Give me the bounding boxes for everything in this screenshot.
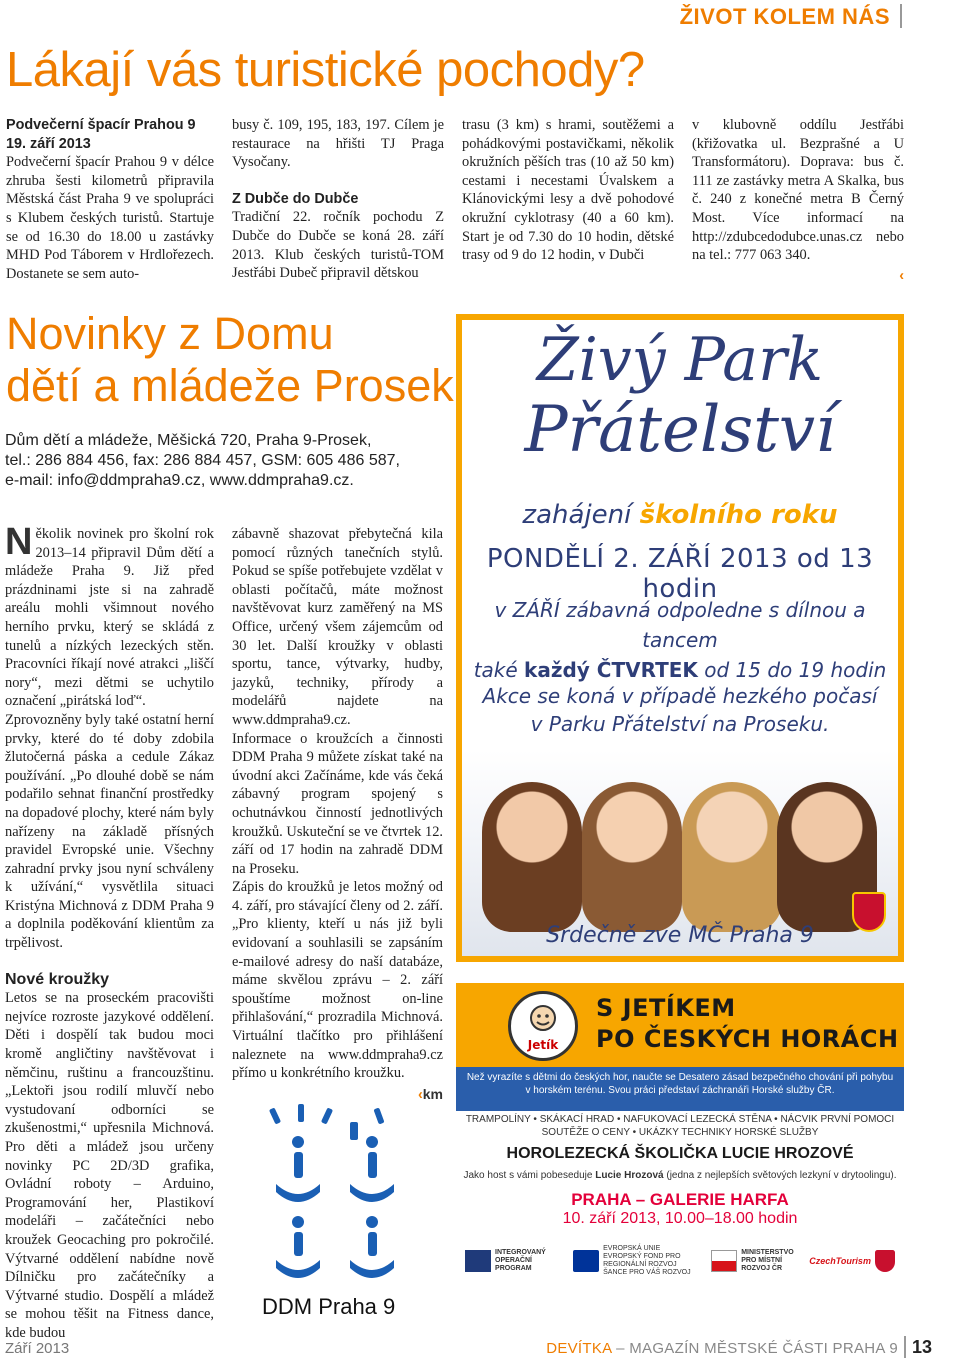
sponsor-logo: EVROPSKÁ UNIE EVROPSKÝ FOND PRO REGIONÁLNÍ ROZVOJ ŠANCE PRO VÁŠ ROZVOJ — [573, 1248, 693, 1274]
ad-school-title: HOROLEZECKÁ ŠKOLIČKA LUCIE HROZOVÉ — [506, 1145, 854, 1162]
article1-paragraph: Podvečerní špacír Prahou 9 v délce zhruba šesti kilometrů připravila Městská část Praha 9 ve spolupráci s Klubem českých turistů. Startuje se od 16.30 do 18.00 u zastávky MHD Pod Táborem v Hrdlořezech. Dostanete se sem auto- — [6, 154, 214, 282]
article1-column-3 — [462, 116, 674, 265]
advertisement-jetik — [456, 983, 904, 1285]
article1-column-2 — [232, 116, 444, 283]
article2-headline — [6, 308, 454, 412]
footer-magazine: DEVÍTKA – MAGAZÍN MĚSTSKÉ ČÁSTI PRAHA 9 — [546, 1340, 898, 1357]
ad-title: S JETÍKEM PO ČESKÝCH HORÁCH — [596, 994, 899, 1053]
ad-info-strip: Než vyrazíte s dětmi do českých hor, naučte se Desatero zásad bezpečného chování při pohybu v horském terénu. Svou práci představí záchranáři Horské služby ČR. — [456, 1067, 904, 1111]
author-signature: km — [422, 1085, 443, 1102]
sponsor-logo: MINISTERSTVO PRO MÍSTNÍ ROZVOJ ČR — [711, 1248, 791, 1274]
footer-date: Září 2013 — [5, 1340, 70, 1357]
child-figure — [682, 782, 782, 932]
contact-block — [5, 431, 435, 491]
article1-column-4 — [692, 116, 904, 285]
ministry-logo-icon — [711, 1250, 737, 1272]
article1-date: 19. září 2013 — [6, 135, 91, 152]
ad-banner — [456, 983, 904, 1067]
ddm-logo-icon — [258, 1104, 428, 1324]
article1-paragraph: trasu (3 km) s hrami, soutěžemi a pohádkovými postavičkami, několik okružních pěších tras (10 až 50 km) cestami i necestami Úvalskem a Klánovickými lesy a dvě pohodové okružní cyklotrasy (40 a 60 km). Start je od 7.30 do 10 hodin, dětské trasy od 9 do 12 hodin, v Dubči — [462, 117, 674, 264]
child-figure — [582, 782, 682, 932]
article2-paragraph: Letos se na proseckém pracovišti nejvíce rozroste jazykové oddělení. Děti i dospělí tak budou moci kromě angličtiny navštěvovat i němčinu, ruštinu a francouzštinu. „Lektoři jsou rodilí mluvčí nebo vystudovaní odborníci se zkušenostmi,“ upřesnila Michnová. Pro děti a mládež jsou určeny novinky PC 2D/3D grafika, Ovládní roboty – Arduino, Programování her, Plastikoví modeláři – začátečníci nebo kroužek Geocaching pro pokročilé. Výtvarné oddělení nabídne nově Dílničku pro začátečníky a Výtvarné studio. Dospělí a mládež se mohou těšit na Fitness dance, kde budou — [5, 990, 214, 1341]
ad-subtitle: zahájení školního roku — [522, 500, 838, 530]
article-headline: Lákají vás turistické pochody? — [6, 43, 645, 97]
article1-column-1 — [6, 116, 214, 283]
ad-details: v ZÁŘÍ zábavná odpoledne s dílnou a tancem také každý ČTVRTEK od 15 do 19 hodin — [473, 598, 887, 682]
article1-paragraph: busy č. 109, 195, 183, 197. Cílem je restaurace na hřišti TJ Praga Vysočany. — [232, 117, 444, 171]
article1-paragraph: Tradiční 22. ročník pochodu Z Dubče do Dubče se koná 28. září 2013. Klub českých turistů-TOM Jestřábi Dubeč připravil dětskou — [232, 209, 444, 282]
contact-address: Dům dětí a mládeže, Měšická 720, Praha 9-Prosek, — [5, 432, 372, 449]
ad-date: PONDĚLÍ 2. ZÁŘÍ 2013 od 13 hodin — [486, 544, 874, 604]
article1-paragraph: v klubovně oddílu Jestřábi (křižovatka ul. Bezprašné a U Transformátoru). Doprava: bus č. 111 ze zastávky metra A Skalka, bus č. 240 z konečné metra B Černý Most. Více informací na http://zdubcedodubce.unas.cz nebo na tel.: 777 063 340. — [692, 117, 904, 264]
ad-host: Jako host s vámi pobeseduje Lucie Hrozová (jedna z nejlepších světových lezkyní v drytoolingu). — [463, 1170, 897, 1181]
ad-activities: TRAMPOLÍNY • SKÁKACÍ HRAD • NAFUKOVACÍ LEZECKÁ STĚNA • NÁCVIK PRVNÍ POMOCI SOUTĚŽE O CENY • UKÁZKY TECHNIKY HORSKÉ SLUŽBY — [465, 1114, 895, 1138]
headline-line: Novinky z Domu — [6, 308, 334, 359]
section-label: ŽIVOT KOLEM NÁS — [679, 4, 890, 29]
magazine-brand: DEVÍTKA — [546, 1340, 612, 1357]
end-mark: ‹ — [417, 1086, 423, 1103]
iop-logo-icon — [465, 1250, 491, 1272]
contact-email: e-mail: info@ddmpraha9.cz, www.ddmpraha9.cz. — [5, 472, 354, 489]
advertisement-zivy-park — [456, 314, 904, 962]
article2-paragraph: Několik novinek pro školní rok 2013–14 připravil Dům dětí a mládeže Praha 9. Již před prázdninami jste si na zahradě areálu mohli všimnout nového herního prvku, který se skládá z tunelů a nízkých lezeckých stěn. Pracovníci říkají nové atrakci „liščí nory“, mezi dětmi se uchytilo označení „pirátská loď“. — [5, 521, 214, 710]
sponsor-logo: CzechTourism — [809, 1248, 895, 1274]
article2-column-1 — [5, 521, 214, 1343]
article2-column-2 — [232, 525, 443, 1104]
child-figure — [482, 782, 582, 932]
ddm-logo-text: DDM Praha 9 — [262, 1294, 396, 1319]
ad-date: 10. září 2013, 10.00–18.00 hodin — [562, 1210, 798, 1227]
eu-flag-icon — [573, 1250, 599, 1272]
headline-line: dětí a mládeže Prosek — [6, 360, 454, 411]
section-divider — [900, 4, 902, 28]
ad-footer: Srdečně zve MČ Praha 9 — [546, 923, 814, 948]
article1-subheading: Z Dubče do Dubče — [232, 190, 359, 207]
ad-title: Živý Park — [536, 325, 824, 395]
drop-cap: N — [5, 521, 33, 563]
article2-paragraph: Zápis do kroužků je letos možný od 4. září, pro stávající členy od 2. září. „Pro klienty, kteří u nás již byli evidovaní a souhlasili se zapsáním e-mailové adresy do naší databáze, máme skvělou zprávu – 2. září spouštíme možnost on-line přihlašování,“ prozradila Michnová. Virtuální tlačítko pro přihlášení naleznete na www.ddmpraha9.cz přímo u konkrétního kroužku. — [232, 879, 443, 1082]
article1-subheading: Podvečerní špacír Prahou 9 — [6, 117, 196, 133]
ad-venue: PRAHA – GALERIE HARFA — [571, 1190, 789, 1209]
contact-phones: tel.: 286 884 456, fax: 286 884 457, GSM: 605 486 587, — [5, 452, 400, 469]
article2-subheading: Nové kroužky — [5, 970, 110, 988]
article2-paragraph: Informace o kroužcích a činnosti DDM Praha 9 můžete získat také na úvodní akci Začínáme, kde vás čeká zábavný program spojený s ochutnávkou činností jednotlivých kroužků. Uskuteční se ve čtvrtek 12. září od 17 hodin na zahradě DDM na Proseku. — [232, 730, 443, 877]
ad-title: Přátelství — [524, 393, 836, 467]
ad-weather-note: Akce se koná v případě hezkého počasí v Parku Přátelství na Proseku. — [482, 684, 878, 736]
article2-paragraph: Zprovozněny byly také ostatní herní prvky, které do té doby zdobila žlutočerná páska a cedule Zákaz používání. „Po dlouhé době se nám podařilo sehnat finanční prostředky na dopadové plochy, které nám byly nařízeny na základě přísných pravidel Evropské unie. Všechny zahradní prvky jsou nyní schváleny k užívání,“ vysvětlila situaci Kristýna Michnová z DDM Praha 9 a doplnila poděkování klientům za trpělivost. — [5, 711, 214, 952]
crest-icon — [875, 1250, 895, 1272]
sponsor-logos — [456, 1245, 904, 1277]
sponsor-logo: INTEGROVANÝ OPERAČNÍ PROGRAM — [465, 1248, 555, 1274]
article2-paragraph: zábavně shazovat přebytečná kila pomocí různých tanečních stylů. Pokud se spíše potřebujete vzdělat v oblasti počítačů, máte možnost navštěvovat kurz zaměřený na MS Office, určený všem zájemcům od 30 let. Další kroužky v oblasti sportu, tance, výtvarky, hudby, jazyků, techniky, přírody a modelářů najdete na www.ddmpraha9.cz. — [232, 526, 443, 728]
end-mark: ‹ — [899, 267, 904, 284]
jetik-logo-icon: Jetík — [508, 991, 578, 1061]
page-number: 13 — [911, 1337, 932, 1357]
footer-divider — [904, 1336, 906, 1358]
